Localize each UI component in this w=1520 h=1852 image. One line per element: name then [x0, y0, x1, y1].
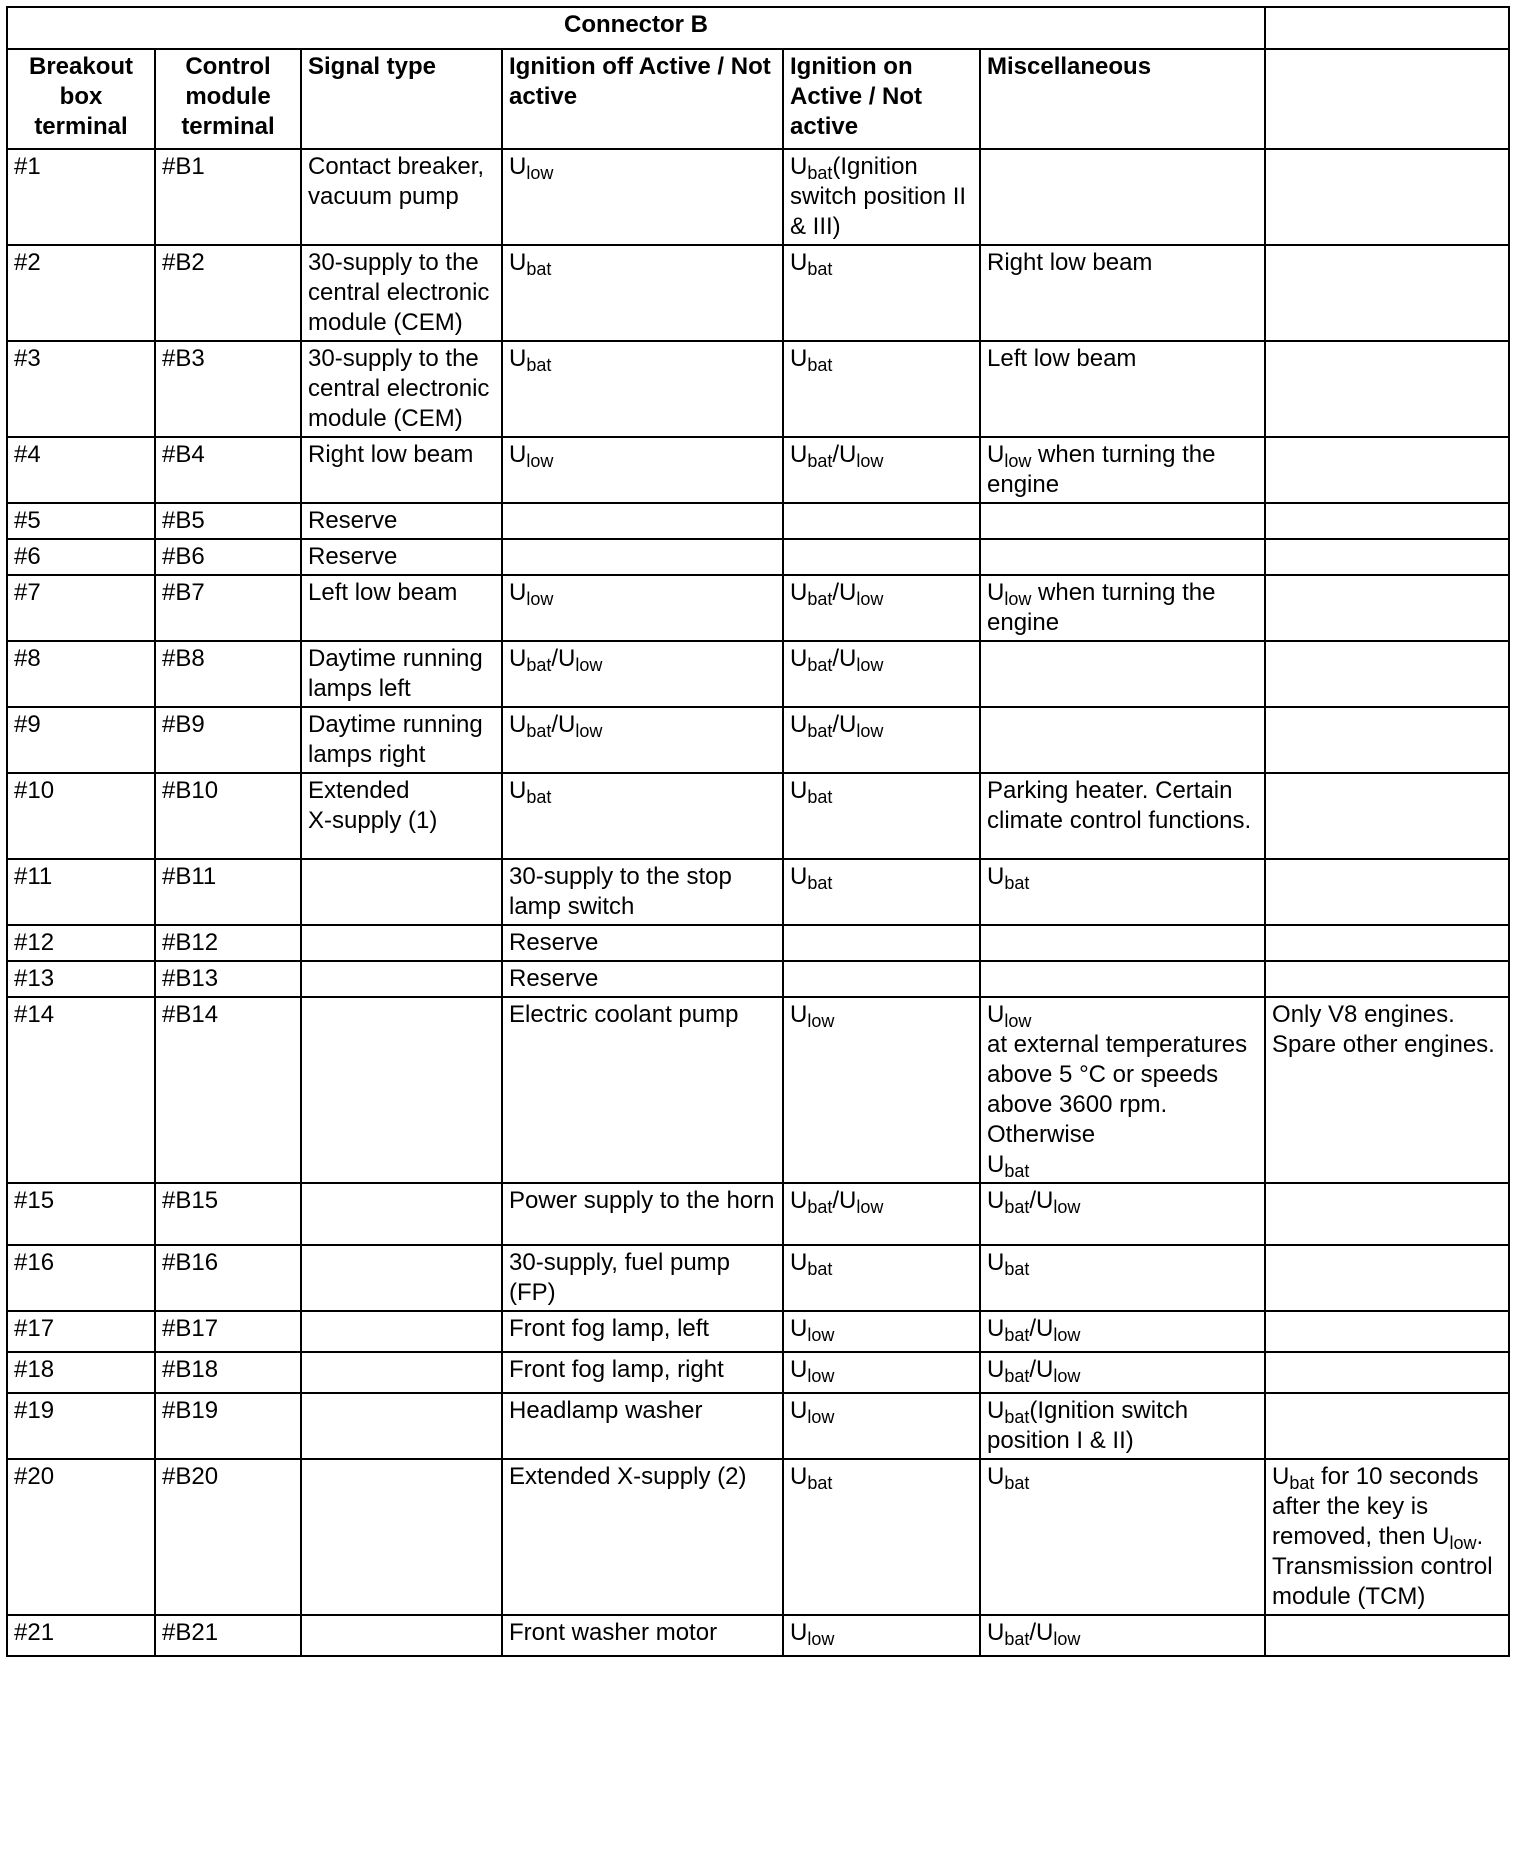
cell-ignition-off: Extended X-supply (2) — [502, 1459, 783, 1615]
cell-signal-type: Left low beam — [301, 575, 502, 641]
cell-signal-type: 30-supply to the central electronic module (CEM) — [301, 245, 502, 341]
cell-control-terminal: #B7 — [155, 575, 301, 641]
cell-signal-type — [301, 1245, 502, 1311]
table-row — [7, 641, 1509, 707]
cell-ignition-off: Electric coolant pump — [502, 997, 783, 1183]
cell-extra — [1265, 539, 1509, 575]
cell-control-terminal: #B21 — [155, 1615, 301, 1656]
table-row — [7, 707, 1509, 773]
cell-extra — [1265, 437, 1509, 503]
cell-breakout-terminal: #15 — [7, 1183, 155, 1245]
cell-ignition-on: $U_{bat}$ — [783, 341, 980, 437]
cell-breakout-terminal: #16 — [7, 1245, 155, 1311]
cell-ignition-on: $U_{bat}/U_{low}$ — [783, 437, 980, 503]
cell-ignition-off — [502, 539, 783, 575]
cell-signal-type: Daytime running lamps left — [301, 641, 502, 707]
cell-ignition-off: $U_{bat}$ — [502, 245, 783, 341]
cell-control-terminal: #B11 — [155, 859, 301, 925]
cell-ignition-off: $U_{bat}$ — [502, 341, 783, 437]
cell-ignition-on — [783, 961, 980, 997]
cell-ignition-off: Reserve — [502, 961, 783, 997]
cell-extra — [1265, 859, 1509, 925]
header-row — [7, 49, 1509, 149]
cell-control-terminal: #B2 — [155, 245, 301, 341]
cell-miscellaneous — [980, 149, 1265, 245]
cell-control-terminal: #B3 — [155, 341, 301, 437]
cell-miscellaneous — [980, 539, 1265, 575]
table-row — [7, 1459, 1509, 1615]
cell-miscellaneous: $U_{bat}/U_{low}$ — [980, 1183, 1265, 1245]
header-signal-type: Signal type — [301, 49, 502, 149]
cell-ignition-on: $U_{low}$ — [783, 997, 980, 1183]
cell-miscellaneous: $U_{bat}$ — [980, 1245, 1265, 1311]
cell-extra — [1265, 1311, 1509, 1352]
cell-breakout-terminal: #5 — [7, 503, 155, 539]
cell-ignition-on: $U_{bat}$ — [783, 859, 980, 925]
cell-ignition-on: $U_{bat}$ — [783, 1245, 980, 1311]
connector-b-table — [6, 6, 1510, 1657]
cell-breakout-terminal: #10 — [7, 773, 155, 859]
cell-signal-type: 30-supply to the central electronic module (CEM) — [301, 341, 502, 437]
cell-control-terminal: #B13 — [155, 961, 301, 997]
cell-breakout-terminal: #7 — [7, 575, 155, 641]
cell-ignition-off: $U_{bat}/U_{low}$ — [502, 707, 783, 773]
cell-ignition-off — [502, 503, 783, 539]
cell-extra — [1265, 1615, 1509, 1656]
cell-breakout-terminal: #8 — [7, 641, 155, 707]
header-ignition-on: Ignition on Active / Not active — [783, 49, 980, 149]
cell-extra — [1265, 1352, 1509, 1393]
cell-control-terminal: #B1 — [155, 149, 301, 245]
cell-miscellaneous: $U_{low}$ when turning the engine — [980, 575, 1265, 641]
cell-control-terminal: #B8 — [155, 641, 301, 707]
cell-ignition-on: $U_{low}$ — [783, 1615, 980, 1656]
cell-miscellaneous: Left low beam — [980, 341, 1265, 437]
title-row — [7, 7, 1509, 49]
cell-extra — [1265, 773, 1509, 859]
table-row — [7, 149, 1509, 245]
table-row — [7, 1615, 1509, 1656]
cell-ignition-on: $U_{bat}/U_{low}$ — [783, 1183, 980, 1245]
cell-breakout-terminal: #11 — [7, 859, 155, 925]
header-miscellaneous: Miscellaneous — [980, 49, 1265, 149]
cell-ignition-on: $U_{low}$ — [783, 1393, 980, 1459]
cell-ignition-on — [783, 925, 980, 961]
cell-miscellaneous: $U_{bat}(Ignition$ switch position I & II) — [980, 1393, 1265, 1459]
table-row — [7, 437, 1509, 503]
cell-extra — [1265, 575, 1509, 641]
table-row — [7, 503, 1509, 539]
cell-ignition-off: $U_{low}$ — [502, 575, 783, 641]
cell-miscellaneous — [980, 503, 1265, 539]
cell-breakout-terminal: #20 — [7, 1459, 155, 1615]
cell-control-terminal: #B15 — [155, 1183, 301, 1245]
cell-ignition-off: 30-supply, fuel pump (FP) — [502, 1245, 783, 1311]
cell-ignition-on: $U_{low}$ — [783, 1311, 980, 1352]
cell-ignition-on — [783, 503, 980, 539]
header-extra-cell — [1265, 49, 1509, 149]
cell-extra — [1265, 641, 1509, 707]
cell-miscellaneous — [980, 961, 1265, 997]
cell-ignition-on: $U_{bat}/U_{low}$ — [783, 575, 980, 641]
cell-breakout-terminal: #4 — [7, 437, 155, 503]
cell-miscellaneous: $U_{bat}$ — [980, 859, 1265, 925]
cell-ignition-off: Front fog lamp, left — [502, 1311, 783, 1352]
cell-signal-type: Reserve — [301, 539, 502, 575]
table-row — [7, 539, 1509, 575]
cell-ignition-on: $U_{bat}$ — [783, 245, 980, 341]
cell-ignition-on — [783, 539, 980, 575]
cell-extra: Only V8 engines. Spare other engines. — [1265, 997, 1509, 1183]
cell-ignition-off: $U_{low}$ — [502, 149, 783, 245]
cell-breakout-terminal: #3 — [7, 341, 155, 437]
table-row — [7, 773, 1509, 859]
cell-control-terminal: #B10 — [155, 773, 301, 859]
cell-control-terminal: #B12 — [155, 925, 301, 961]
cell-miscellaneous: $U_{low}$ at external temperatures above 5 °C or speeds above 3600 rpm. Otherwise $U_{bat}$ — [980, 997, 1265, 1183]
cell-ignition-off: Front washer motor — [502, 1615, 783, 1656]
cell-miscellaneous: Right low beam — [980, 245, 1265, 341]
cell-miscellaneous: Parking heater. Certain climate control functions. — [980, 773, 1265, 859]
cell-signal-type — [301, 859, 502, 925]
table-row — [7, 859, 1509, 925]
table-title: Connector B — [7, 7, 1265, 49]
cell-breakout-terminal: #19 — [7, 1393, 155, 1459]
cell-breakout-terminal: #13 — [7, 961, 155, 997]
table-body — [7, 7, 1509, 1656]
cell-control-terminal: #B5 — [155, 503, 301, 539]
cell-miscellaneous — [980, 641, 1265, 707]
table-row — [7, 925, 1509, 961]
cell-extra: $U_{bat}$ for 10 seconds after the key is removed, then $U_{low}$. Transmission control module (TCM) — [1265, 1459, 1509, 1615]
cell-breakout-terminal: #12 — [7, 925, 155, 961]
cell-miscellaneous: $U_{bat}$ — [980, 1459, 1265, 1615]
cell-control-terminal: #B4 — [155, 437, 301, 503]
cell-signal-type — [301, 1459, 502, 1615]
table-row — [7, 1245, 1509, 1311]
cell-breakout-terminal: #1 — [7, 149, 155, 245]
cell-breakout-terminal: #2 — [7, 245, 155, 341]
cell-control-terminal: #B16 — [155, 1245, 301, 1311]
cell-miscellaneous — [980, 707, 1265, 773]
cell-signal-type: Reserve — [301, 503, 502, 539]
table-row — [7, 575, 1509, 641]
table-row — [7, 341, 1509, 437]
cell-control-terminal: #B6 — [155, 539, 301, 575]
cell-miscellaneous: $U_{bat}/U_{low}$ — [980, 1311, 1265, 1352]
cell-signal-type — [301, 1311, 502, 1352]
title-extra-cell — [1265, 7, 1509, 49]
cell-control-terminal: #B17 — [155, 1311, 301, 1352]
cell-breakout-terminal: #14 — [7, 997, 155, 1183]
cell-miscellaneous — [980, 925, 1265, 961]
cell-breakout-terminal: #21 — [7, 1615, 155, 1656]
cell-ignition-off: Front fog lamp, right — [502, 1352, 783, 1393]
cell-extra — [1265, 707, 1509, 773]
cell-ignition-off: $U_{bat}$ — [502, 773, 783, 859]
table-row — [7, 1352, 1509, 1393]
cell-control-terminal: #B19 — [155, 1393, 301, 1459]
table-row — [7, 997, 1509, 1183]
cell-ignition-on: $U_{bat}$ — [783, 1459, 980, 1615]
cell-ignition-on: $U_{bat}$ — [783, 773, 980, 859]
cell-breakout-terminal: #6 — [7, 539, 155, 575]
cell-extra — [1265, 1183, 1509, 1245]
cell-extra — [1265, 925, 1509, 961]
cell-ignition-on: $U_{bat}/U_{low}$ — [783, 641, 980, 707]
cell-signal-type: Daytime running lamps right — [301, 707, 502, 773]
cell-control-terminal: #B20 — [155, 1459, 301, 1615]
cell-signal-type — [301, 961, 502, 997]
table-row — [7, 245, 1509, 341]
cell-ignition-on: $U_{low}$ — [783, 1352, 980, 1393]
cell-extra — [1265, 503, 1509, 539]
cell-miscellaneous: $U_{bat}/U_{low}$ — [980, 1352, 1265, 1393]
table-row — [7, 1311, 1509, 1352]
cell-signal-type — [301, 1183, 502, 1245]
cell-ignition-on: $U_{bat}(Ignition$ switch position II & III) — [783, 149, 980, 245]
cell-signal-type — [301, 925, 502, 961]
cell-ignition-off: Power supply to the horn — [502, 1183, 783, 1245]
cell-signal-type: Extended X-supply (1) — [301, 773, 502, 859]
table-row — [7, 961, 1509, 997]
table-row — [7, 1183, 1509, 1245]
cell-breakout-terminal: #9 — [7, 707, 155, 773]
cell-miscellaneous: $U_{low}$ when turning the engine — [980, 437, 1265, 503]
cell-signal-type — [301, 1393, 502, 1459]
header-breakout-box-terminal: Breakout box terminal — [7, 49, 155, 149]
table-row — [7, 1393, 1509, 1459]
cell-signal-type — [301, 997, 502, 1183]
cell-extra — [1265, 1245, 1509, 1311]
cell-extra — [1265, 1393, 1509, 1459]
cell-extra — [1265, 961, 1509, 997]
cell-ignition-off: 30-supply to the stop lamp switch — [502, 859, 783, 925]
cell-ignition-on: $U_{bat}/U_{low}$ — [783, 707, 980, 773]
header-control-module-terminal: Control module terminal — [155, 49, 301, 149]
cell-control-terminal: #B9 — [155, 707, 301, 773]
cell-extra — [1265, 341, 1509, 437]
cell-signal-type: Right low beam — [301, 437, 502, 503]
cell-extra — [1265, 245, 1509, 341]
cell-miscellaneous: $U_{bat}/U_{low}$ — [980, 1615, 1265, 1656]
cell-ignition-off: Headlamp washer — [502, 1393, 783, 1459]
cell-ignition-off: Reserve — [502, 925, 783, 961]
cell-breakout-terminal: #17 — [7, 1311, 155, 1352]
cell-signal-type — [301, 1615, 502, 1656]
cell-control-terminal: #B18 — [155, 1352, 301, 1393]
cell-breakout-terminal: #18 — [7, 1352, 155, 1393]
cell-ignition-off: $U_{bat}/U_{low}$ — [502, 641, 783, 707]
cell-extra — [1265, 149, 1509, 245]
cell-signal-type: Contact breaker, vacuum pump — [301, 149, 502, 245]
cell-ignition-off: $U_{low}$ — [502, 437, 783, 503]
cell-signal-type — [301, 1352, 502, 1393]
header-ignition-off: Ignition off Active / Not active — [502, 49, 783, 149]
cell-control-terminal: #B14 — [155, 997, 301, 1183]
